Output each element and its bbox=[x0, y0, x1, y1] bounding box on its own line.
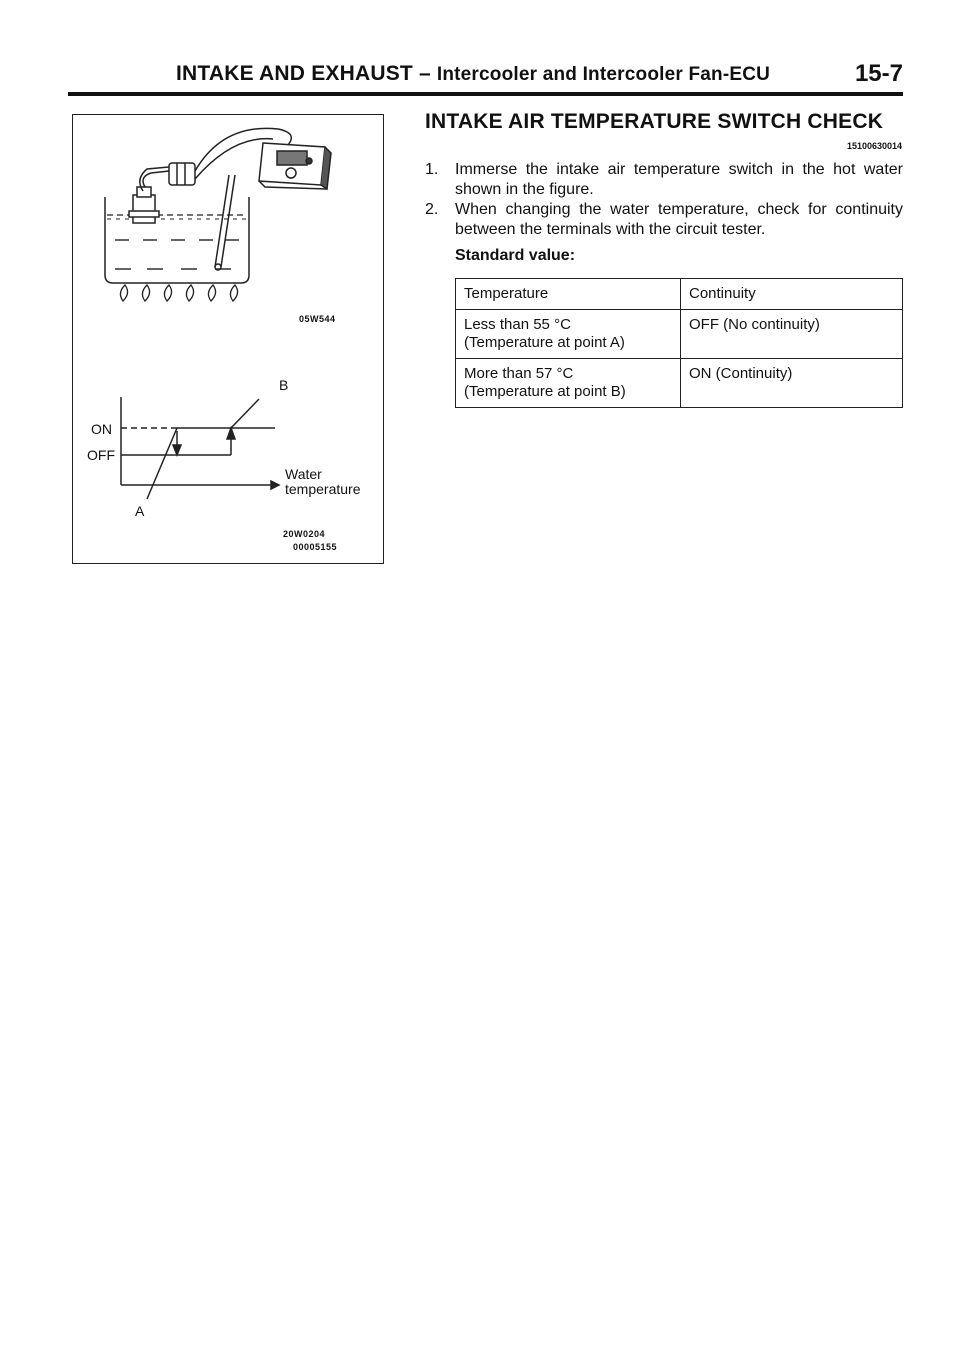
header-section: INTAKE AND EXHAUST bbox=[176, 62, 413, 85]
header-temperature: Temperature bbox=[456, 279, 681, 310]
label-a: A bbox=[135, 503, 145, 519]
axis-label bbox=[285, 467, 360, 497]
temp-note: (Temperature at point B) bbox=[464, 383, 626, 400]
temp-note: (Temperature at point A) bbox=[464, 334, 625, 351]
graph-axes bbox=[121, 397, 279, 489]
table-row bbox=[456, 310, 903, 359]
cell-continuity: ON (Continuity) bbox=[681, 359, 903, 408]
header-continuity: Continuity bbox=[681, 279, 903, 310]
step-number: 1. bbox=[425, 161, 439, 178]
temp-value: More than 57 °C bbox=[464, 365, 574, 382]
standard-value-label: Standard value: bbox=[455, 247, 576, 264]
label-b: B bbox=[279, 377, 289, 393]
figure-code-bottom-1: 20W0204 bbox=[283, 529, 326, 539]
thermometer bbox=[215, 175, 235, 270]
table-row bbox=[456, 359, 903, 408]
graph-trace bbox=[121, 399, 275, 499]
header-subsection: Intercooler and Intercooler Fan-ECU bbox=[436, 64, 771, 85]
figure-code-bottom-2: 00005155 bbox=[293, 542, 338, 552]
cell-temperature bbox=[456, 359, 681, 408]
temperature-switch bbox=[129, 163, 195, 223]
steps-list bbox=[425, 160, 903, 240]
standard-value-table bbox=[455, 278, 903, 408]
figure-code-top: 05W544 bbox=[299, 314, 336, 324]
table-header-row bbox=[456, 279, 903, 310]
header-rule bbox=[68, 92, 903, 96]
axis-label-line2: temperature bbox=[285, 481, 361, 497]
step-item bbox=[425, 200, 903, 240]
water-container bbox=[105, 197, 249, 283]
cell-temperature bbox=[456, 310, 681, 359]
step-number: 2. bbox=[425, 201, 439, 218]
section-code: 15100630014 bbox=[846, 141, 902, 151]
section-title: INTAKE AIR TEMPERATURE SWITCH CHECK bbox=[425, 110, 884, 133]
header-title bbox=[176, 62, 770, 86]
step-item bbox=[425, 160, 903, 200]
cell-continuity: OFF (No continuity) bbox=[681, 310, 903, 359]
label-off: OFF bbox=[87, 447, 115, 463]
step-text: Immerse the intake air temperature switch in the hot water shown in the figure. bbox=[455, 161, 903, 198]
page-header bbox=[68, 60, 903, 90]
header-separator: – bbox=[418, 62, 431, 85]
temp-value: Less than 55 °C bbox=[464, 316, 571, 333]
figure-panel bbox=[72, 114, 384, 564]
circuit-tester bbox=[195, 128, 331, 189]
step-text: When changing the water temperature, check for continuity between the terminals with the circuit tester. bbox=[455, 201, 903, 238]
label-on: ON bbox=[91, 421, 112, 437]
axis-label-line1: Water bbox=[285, 466, 322, 482]
page-number: 15-7 bbox=[854, 60, 903, 87]
figure-illustration bbox=[73, 115, 385, 565]
burner-flames bbox=[120, 285, 237, 301]
